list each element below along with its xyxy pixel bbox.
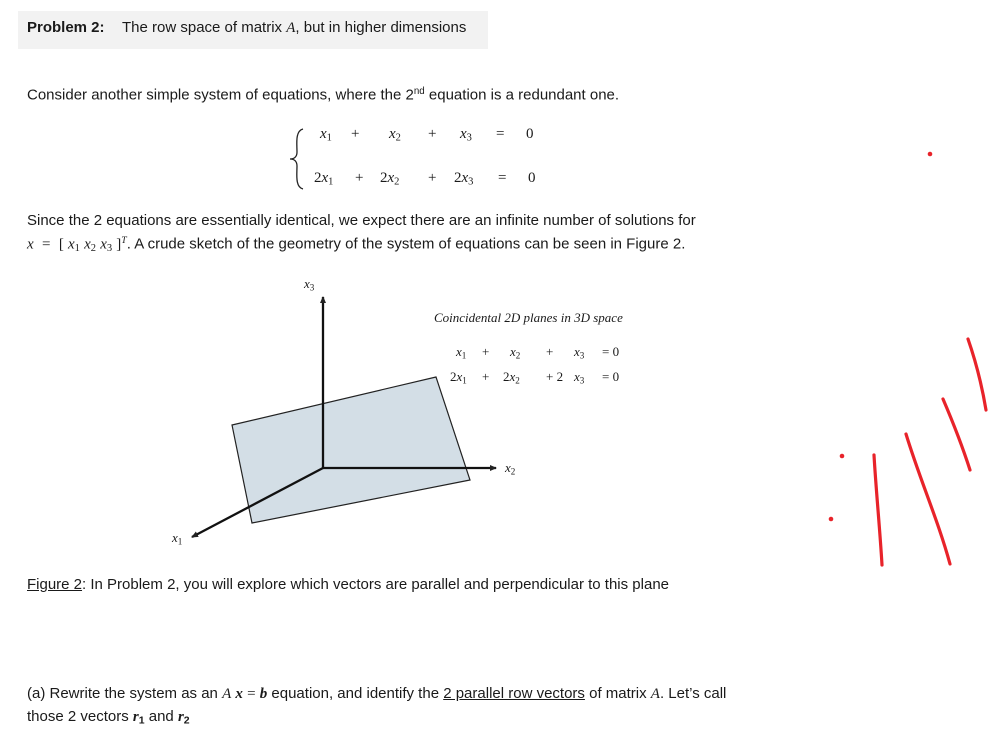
paragraph-line2-post: . A crude sketch of the geometry of the system of equations can be seen in Figure 2. [126,235,686,253]
ink-stroke [906,434,950,564]
eq2-c3: 2 [454,170,462,186]
part-a-underlined: 2 parallel row vectors [443,685,585,702]
ink-dot [829,517,834,522]
figure-caption-label: Figure 2 [27,576,83,593]
axis-x1-sub: 1 [177,536,183,547]
problem-title-post: , but in higher dimensions [295,19,467,36]
axis-x1-var: x [172,530,178,545]
ink-stroke [874,455,882,565]
vec-equals: = [42,236,51,253]
figure-caption-text: : In Problem 2, you will explore which vectors are parallel and perpendicular to this plane [82,576,670,593]
ink-stroke [968,339,986,410]
part-a-equals: = [247,686,256,702]
axis-x2-sub: 2 [510,466,516,477]
fig-eq2-x3: x [574,369,580,384]
eq1-op1: + [351,126,360,142]
fig-eq2-rhs: = 0 [602,369,620,384]
fig-eq2-x1: x [456,369,463,384]
eq1-x1: x [320,126,327,142]
part-a-line2-pre: those 2 vectors [27,708,133,725]
vec-x2-sub: 2 [90,242,97,254]
eq1-x3-sub: 3 [466,132,472,144]
fig-eq1-rhs: = 0 [602,344,620,359]
fig-eq2-x1-sub: 1 [462,375,467,386]
fig-eq1-op2: + [546,344,554,359]
eq1-x1-sub: 1 [326,132,332,144]
vec-open-bracket: [ [58,236,64,253]
problem-title-var: A [286,20,296,36]
fig-eq2-c1: 2 [450,369,457,384]
eq2-c2: 2 [380,170,388,186]
eq1-op2: + [428,126,437,142]
eq2-x1: x [321,170,329,186]
paragraph-line1: Since the 2 equations are essentially identical, we expect there are an infinite number of solutions for [27,212,696,229]
eq2-equals: = [498,170,507,186]
eq1-x3: x [460,126,467,142]
intro-text-post: equation is a redundant one. [424,86,620,104]
fig-eq1-op1: + [482,344,490,359]
part-a-mid: equation, and identify the [267,685,444,702]
fig-eq2-c2: 2 [503,369,510,384]
part-a-A: A [222,686,232,702]
eq1-equals: = [496,126,505,142]
eq2-x1-sub: 1 [328,176,334,188]
part-a-after: of matrix [584,685,651,702]
vec-close-bracket: ] [116,236,122,253]
ink-stroke [943,399,970,470]
vec-transpose: T [121,235,127,246]
axis-x2-var: x [505,460,511,475]
eq2-c1: 2 [314,170,322,186]
fig-eq1-x1: x [456,344,462,359]
vec-x1: x [68,236,75,253]
part-a-r2: r [177,709,184,725]
fig-eq1-x1-sub: 1 [461,350,467,361]
ink-dot [840,454,845,459]
eq2-op1: + [355,170,364,186]
intro-text-pre: Consider another simple system of equations, where the 2 [27,86,414,104]
caption-italic-text: Coincidental 2D planes in 3D space [434,310,623,325]
vec-lhs: x [27,236,34,253]
eq2-x2-sub: 2 [394,176,400,188]
eq1-x2-sub: 2 [395,132,401,144]
problem-title-pre: The row space of matrix [122,19,287,36]
problem-label: Problem 2: [27,19,105,36]
eq2-x2: x [387,170,395,186]
part-a-A2: A [650,686,660,702]
eq2-x3-sub: 3 [468,176,474,188]
eq2-op2: + [428,170,437,186]
part-a-r1-sub: 1 [138,714,145,727]
fig-eq2-x3-sub: 3 [579,375,585,386]
part-a-x: x [235,686,243,702]
eq2-rhs: 0 [528,170,536,186]
fig-eq1-x2-sub: 2 [515,350,521,361]
intro-sup: nd [413,86,425,97]
fig-eq2-x2-sub: 2 [515,375,520,386]
eq1-rhs: 0 [526,126,534,142]
fig-eq2-x2: x [509,369,516,384]
vec-x2: x [84,236,91,253]
fig-eq2-op2: + 2 [546,369,564,384]
part-a-and: and [144,708,178,725]
axis-x3-var: x [304,276,310,291]
fig-eq1-x3-sub: 3 [579,350,585,361]
axis-x3-sub: 3 [309,282,315,293]
vec-x3-sub: 3 [106,242,113,254]
eq2-x3: x [461,170,469,186]
part-a-b: b [259,686,268,702]
fig-eq2-op1: + [482,369,490,384]
part-a-r1: r [132,709,139,725]
vec-x3: x [100,236,107,253]
ink-dot [928,152,933,157]
eq1-x2: x [389,126,396,142]
fig-eq1-x2: x [510,344,516,359]
fig-eq1-x3: x [574,344,580,359]
vec-x1-sub: 1 [74,242,80,254]
part-a-r2-sub: 2 [183,714,190,727]
part-a-prefix: (a) Rewrite the system as an [27,685,223,702]
part-a-end: . Let’s call [659,685,727,702]
